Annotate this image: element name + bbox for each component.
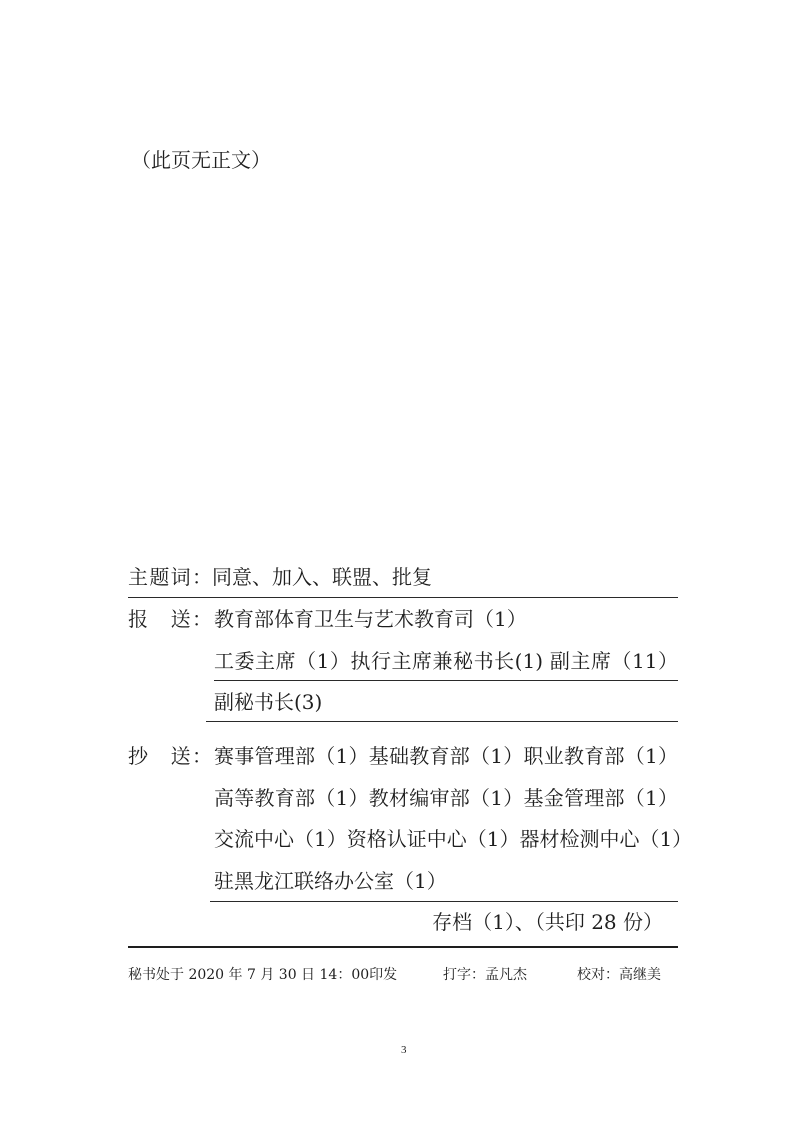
proofreader: 校对：高继美 [577,967,661,983]
subject-label: 主题词： [128,565,212,589]
copy-to-line: 交流中心（1）资格认证中心（1）器材检测中心（1） [214,827,693,851]
footer-top-divider [128,946,678,948]
report-to-line: 副秘书长(3) [214,690,323,714]
copy-to-label: 抄 送： [128,744,212,768]
copy-to-line: 赛事管理部（1）基础教育部（1）职业教育部（1） [214,744,678,768]
report-to-line: 工委主席（1）执行主席兼秘书长(1) 副主席（11） [214,649,678,673]
report-to-end-divider [206,721,678,722]
copy-to-divider [210,901,678,902]
report-to-line: 教育部体育卫生与艺术教育司（1） [214,607,527,631]
issue-date: 秘书处于 2020 年 7 月 30 日 14：00印发 [128,967,398,983]
subject-keywords: 同意、加入、联盟、批复 [212,565,432,589]
archive-print-count: 存档（1）、（共印 28 份） [432,910,663,934]
subject-divider [128,597,678,598]
copy-to-line: 高等教育部（1）教材编审部（1）基金管理部（1） [214,786,678,810]
copy-to-line: 驻黑龙江联络办公室（1） [214,869,447,893]
page-number: 3 [401,1044,407,1056]
report-to-label: 报 送： [128,607,212,631]
report-to-divider [214,680,678,681]
typist: 打字：孟凡杰 [443,967,527,983]
no-body-text-note: （此页无正文） [131,148,271,172]
